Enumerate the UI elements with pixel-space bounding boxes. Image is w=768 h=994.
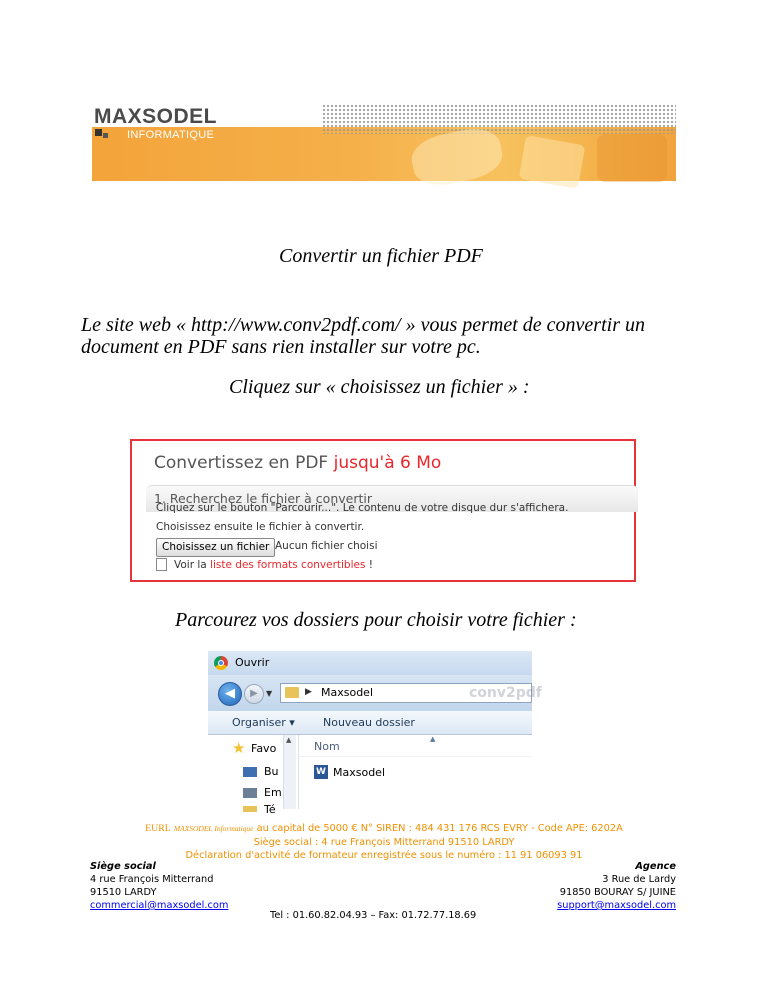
banner-dot-pattern: [322, 104, 676, 134]
nav-item-favorites[interactable]: Favo: [251, 742, 277, 755]
document-icon: [156, 558, 167, 571]
formats-list-link[interactable]: liste des formats convertibles: [210, 559, 366, 571]
location-icon: [243, 788, 257, 798]
footer-eurl: EURL: [145, 823, 171, 834]
navigation-row: [208, 675, 542, 711]
commercial-email-link[interactable]: commercial@maxsodel.com: [90, 900, 229, 911]
left-office-address2: 91510 LARDY: [90, 887, 157, 898]
brand-logo: MAXSODEL: [94, 105, 218, 128]
nav-item-desktop[interactable]: Bu: [264, 765, 279, 778]
no-file-label: Aucun fichier choisi: [275, 540, 378, 552]
chrome-icon: [214, 656, 228, 670]
logo-square-icon: [103, 133, 108, 138]
word-file-icon: W: [314, 765, 328, 779]
footer-capital: au capital de 5000 € N° SIREN : 484 431 176 RCS EVRY - Code APE: 6202A: [253, 823, 623, 834]
banner-decoration: [519, 135, 586, 189]
banner-decoration: [597, 134, 667, 182]
right-office-address2: 91850 BOURAY S/ JUINE: [559, 887, 676, 898]
footer-head-office: Siège social : 4 rue François Mitterrand 91510 LARDY: [253, 837, 515, 848]
watermark: conv2pdf: [469, 685, 542, 701]
choose-file-button[interactable]: Choisissez un fichier: [156, 538, 275, 557]
right-office-title: Agence: [635, 861, 676, 872]
open-dialog-screenshot: [208, 651, 542, 816]
instruction-line: Choisissez ensuite le fichier à convertir.: [156, 521, 365, 533]
logo-square-icon: [95, 129, 102, 136]
dialog-title: Ouvrir: [235, 656, 270, 669]
back-arrow-icon[interactable]: ◀: [218, 682, 242, 706]
dialog-titlebar: [208, 651, 532, 675]
contact-phone-fax: Tel : 01.60.82.04.93 – Fax: 01.72.77.18.69: [270, 910, 477, 921]
left-office-address1: 4 rue François Mitterrand: [90, 874, 214, 885]
new-folder-button[interactable]: Nouveau dossier: [323, 716, 415, 729]
address-bar[interactable]: [280, 683, 542, 703]
brand-subtitle: INFORMATIQUE: [127, 129, 215, 141]
scroll-up-icon[interactable]: ▲: [286, 736, 292, 744]
file-item[interactable]: Maxsodel: [333, 766, 386, 779]
formats-note: [174, 559, 373, 571]
intro-text-line1: Le site web « http://www.conv2pdf.com/ » vous permet de convertir un: [81, 314, 645, 336]
upload-heading-text: Convertissez en PDF: [154, 453, 329, 473]
address-path: Maxsodel: [321, 686, 374, 699]
history-dropdown-icon[interactable]: ▼: [266, 689, 273, 698]
folder-icon: [285, 687, 299, 698]
formats-note-prefix: Voir la: [174, 559, 207, 571]
left-office-title: Siège social: [90, 861, 156, 872]
support-email-link[interactable]: support@maxsodel.com: [557, 900, 676, 911]
upload-heading: [154, 453, 441, 473]
sort-arrow-icon: ▲: [430, 735, 436, 743]
desktop-icon: [243, 767, 257, 777]
nav-item-downloads[interactable]: Té: [264, 803, 276, 816]
nav-item-locations[interactable]: Em: [264, 786, 282, 799]
dialog-toolbar: [208, 711, 532, 735]
column-divider: [299, 756, 532, 757]
nav-scrollbar[interactable]: [283, 735, 296, 809]
page-title: Convertir un fichier PDF: [279, 245, 483, 267]
upload-screenshot: [130, 439, 636, 582]
intro-text-line2: document en PDF sans rien installer sur votre pc.: [81, 336, 481, 358]
footer-legal-line: [0, 823, 768, 834]
step1-instruction: Cliquez sur « choisissez un fichier » :: [229, 376, 530, 398]
section-title: 1. Recherchez le fichier à convertir: [154, 491, 372, 506]
upload-heading-limit: jusqu'à 6 Mo: [333, 453, 442, 473]
header-banner: [92, 104, 676, 181]
footer-brand-small: MAXSODEL Informatique: [173, 824, 254, 833]
formats-note-suffix: !: [368, 559, 374, 571]
star-icon: ★: [232, 739, 246, 757]
downloads-icon: [243, 806, 257, 812]
footer-training-declaration: Déclaration d'activité de formateur enregistrée sous le numéro : 11 91 06093 91: [185, 850, 583, 861]
right-office-address1: 3 Rue de Lardy: [602, 874, 676, 885]
column-header-name[interactable]: Nom: [314, 740, 340, 753]
breadcrumb-arrow-icon: ▶: [305, 687, 312, 697]
step2-instruction: Parcourez vos dossiers pour choisir votre fichier :: [175, 609, 577, 631]
instruction-line: Cliquez sur le bouton "Parcourir...". Le contenu de votre disque dur s'affichera.: [156, 502, 569, 514]
organize-menu[interactable]: Organiser ▾: [232, 716, 295, 729]
forward-arrow-icon[interactable]: ▶: [244, 684, 264, 704]
